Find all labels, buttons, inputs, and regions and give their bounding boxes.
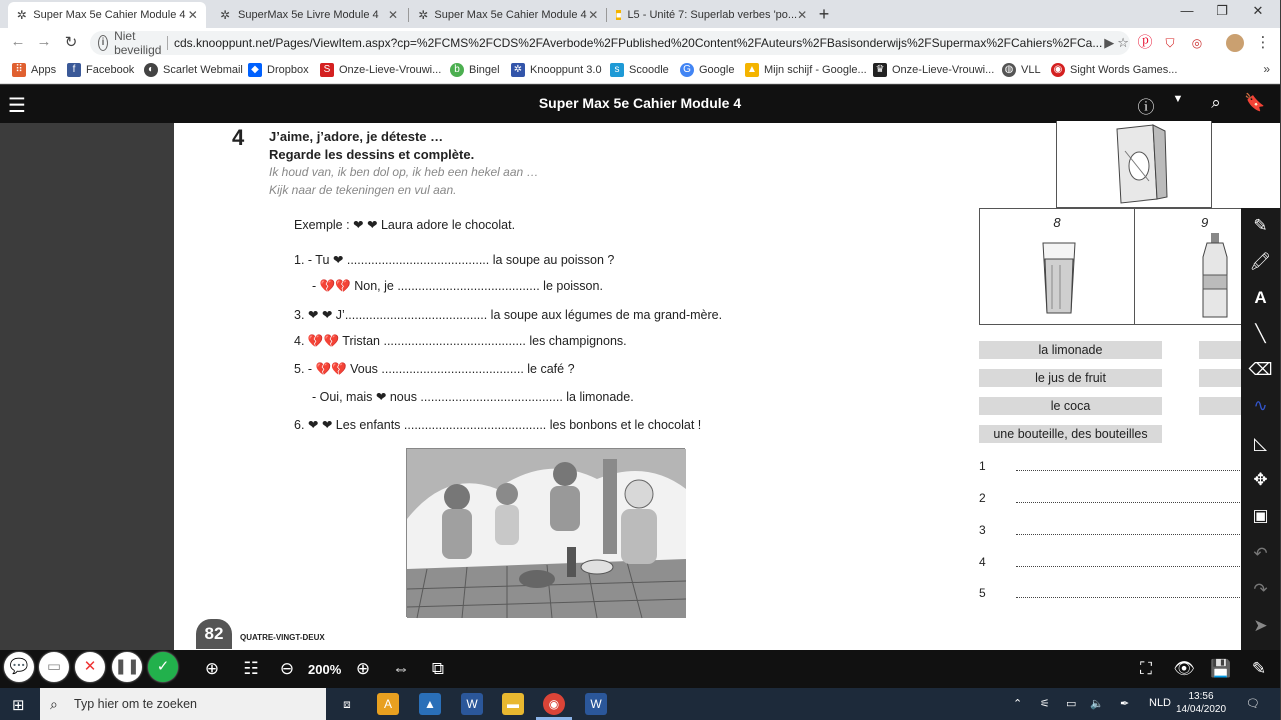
bookmark-olv-2[interactable] — [873, 63, 994, 77]
app-a-icon[interactable]: A — [377, 693, 399, 715]
pinterest-icon[interactable]: ⓟ — [1137, 34, 1153, 51]
bookmark-facebook[interactable] — [67, 63, 134, 77]
save-icon[interactable]: 💾 — [1210, 659, 1232, 678]
ruler-icon[interactable]: ◺ — [1253, 434, 1268, 453]
recorder-camera-icon[interactable]: ▭ — [39, 652, 69, 682]
search-icon: ⌕ — [50, 695, 58, 712]
answer-line-5[interactable] — [1016, 597, 1246, 598]
google-icon: G — [680, 63, 694, 77]
close-icon[interactable]: ✕ — [187, 8, 198, 22]
bookmark-dropbox[interactable] — [248, 63, 309, 77]
eye-icon[interactable]: 👁 — [1173, 659, 1195, 678]
bookmark-sight-words[interactable] — [1051, 63, 1177, 77]
bookmark-label: Dropbox — [267, 64, 309, 76]
more-menu-icon[interactable]: ⋮ — [1255, 34, 1271, 51]
bookmark-scarlet[interactable] — [144, 63, 243, 77]
answer-number-3: 3 — [979, 523, 986, 537]
pocket-icon[interactable]: ⛉ — [1165, 36, 1175, 50]
clock[interactable] — [1176, 690, 1226, 716]
line-tool-icon[interactable]: ╲ — [1255, 324, 1266, 343]
security-label: Niet beveiligd — [114, 29, 162, 57]
network-icon[interactable]: ⚟ — [1040, 698, 1050, 710]
bookmark-label: VLL — [1021, 64, 1041, 76]
bookmark-label: Knooppunt 3.0 — [530, 64, 602, 76]
app-header — [0, 85, 1280, 123]
answer-line-4[interactable] — [1016, 566, 1246, 567]
answer-number-4: 4 — [979, 555, 986, 569]
bookmark-label: Onze-Lieve-Vrouwi... — [892, 64, 995, 76]
annotation-toolbar — [1241, 208, 1280, 650]
page-number-words: QUATRE-VINGT-DEUX — [240, 633, 325, 642]
word-bar-cut — [1199, 341, 1244, 359]
word-le-coca: le coca — [979, 397, 1162, 415]
knooppunt-icon: ✲ — [511, 63, 525, 77]
camera-icon[interactable]: ▶ — [1104, 35, 1115, 50]
image-box-juice — [1056, 121, 1212, 208]
bookmark-label: Mijn schijf - Google... — [764, 64, 867, 76]
workbook-page — [174, 123, 1280, 650]
recorder-chat-icon[interactable]: 💬 — [4, 652, 34, 682]
text-tool-icon[interactable]: A — [1254, 288, 1267, 307]
word-le-jus-de-fruit: le jus de fruit — [979, 369, 1162, 387]
document-viewer[interactable] — [0, 123, 1280, 650]
bookmark-label: Apps — [31, 64, 57, 76]
fullscreen-icon[interactable]: ⛶ — [1140, 659, 1152, 678]
close-icon[interactable]: ✕ — [588, 8, 599, 22]
bookmark-vll[interactable] — [1002, 63, 1041, 77]
bookmark-label: Scoodle — [629, 64, 669, 76]
juice-carton-illustration — [1057, 121, 1213, 208]
close-icon[interactable]: ✕ — [797, 8, 808, 22]
clock-time: 13:56 — [1188, 691, 1214, 702]
scarlet-icon: ◐ — [144, 63, 158, 77]
zoom-out-icon[interactable]: ⊖ — [279, 659, 295, 678]
drive-icon: ▲ — [745, 63, 759, 77]
knooppunt-icon: ✲ — [16, 8, 27, 22]
window-close-icon[interactable]: ✕ — [1252, 3, 1264, 18]
glass-illustration — [980, 209, 1136, 326]
bookmark-label: Onze-Lieve-Vrouwi... — [339, 64, 442, 76]
tray-chevron-icon[interactable]: ⌃ — [1013, 698, 1023, 710]
zoom-in-icon[interactable]: ⊕ — [355, 659, 371, 678]
tab-1[interactable] — [8, 2, 206, 28]
bookmark-drive[interactable] — [745, 63, 867, 77]
clock-date: 14/04/2020 — [1176, 704, 1227, 715]
eraser-icon[interactable]: ⌫ — [1248, 360, 1273, 379]
tab-title: SuperMax 5e Livre Module 4 — [238, 9, 379, 21]
answer-number-1: 1 — [979, 459, 986, 473]
freehand-icon[interactable]: ∿ — [1253, 396, 1268, 415]
word-une-bouteille: une bouteille, des bouteilles — [979, 425, 1162, 443]
bookmark-google[interactable] — [680, 63, 734, 77]
chrome-icon[interactable]: ◉ — [543, 693, 565, 715]
omnibox-separator — [167, 36, 168, 50]
tab-title: Super Max 5e Cahier Module 4 — [434, 9, 587, 21]
school-icon: S — [320, 63, 334, 77]
school-crest-icon: ♛ — [873, 63, 887, 77]
bookmark-apps[interactable] — [12, 63, 56, 77]
address-bar[interactable] — [90, 31, 1130, 55]
exercise-line-1: 1. - Tu ❤ ......................................... la soupe au poisson ? — [294, 253, 615, 267]
undo-icon[interactable]: ↶ — [1253, 544, 1268, 563]
hamburger-menu-icon[interactable]: ☰ — [8, 95, 26, 117]
dropbox-icon: ◆ — [248, 63, 262, 77]
maximize-icon[interactable]: ❐ — [1216, 3, 1228, 18]
apps-icon: ⠿ — [12, 63, 26, 77]
exercise-line-4: 4. 💔💔 Tristan ......................................... les champignons. — [294, 334, 627, 348]
superlab-icon: ■ — [616, 10, 622, 20]
exercise-line-2: - 💔💔 Non, je ......................................... le poisson. — [312, 279, 603, 293]
tab-3[interactable] — [410, 2, 606, 28]
answer-number-2: 2 — [979, 491, 986, 505]
bookmarks-overflow-icon[interactable]: » — [1263, 62, 1270, 76]
search-icon[interactable]: ⌕ — [1211, 93, 1221, 112]
minimize-icon[interactable]: — — [1180, 3, 1194, 18]
exercise-number: 4 — [232, 125, 245, 150]
taskbar-search-placeholder: Typ hier om te zoeken — [74, 697, 197, 711]
zoom-level: 200% — [308, 662, 342, 677]
answer-line-3[interactable] — [1016, 534, 1246, 535]
tab-title: L5 - Unité 7: Superlab verbes 'po... — [627, 9, 798, 21]
exercise-line-3: 3. ❤ ❤ J’......................................... la soupe aux légumes de ma grand-mère. — [294, 308, 723, 322]
bingel-icon: b — [450, 63, 464, 77]
viewer-bottom-bar — [0, 650, 1280, 688]
document-title: Super Max 5e Cahier Module 4 — [538, 95, 742, 111]
word-doc-icon[interactable]: W — [585, 693, 607, 715]
sight-words-icon: ◉ — [1051, 63, 1065, 77]
bookmark-knooppunt[interactable] — [511, 63, 602, 77]
example-line: Exemple : ❤ ❤ Laura adore le chocolat. — [294, 218, 516, 232]
exercise-subtitle-2: Kijk naar de tekeningen en vul aan. — [269, 183, 457, 197]
highlighter-icon[interactable]: 🖍 — [1249, 252, 1272, 271]
battery-icon[interactable]: ▭ — [1066, 698, 1077, 710]
answer-line-2[interactable] — [1016, 502, 1246, 503]
answer-line-1[interactable] — [1016, 470, 1246, 471]
exercise-line-6: - Oui, mais ❤ nous ......................................... la limonade. — [312, 390, 634, 404]
file-explorer-icon[interactable]: ▬ — [502, 693, 524, 715]
bookmark-bingel[interactable] — [450, 63, 500, 77]
back-icon[interactable]: ← — [10, 33, 26, 50]
word-icon[interactable]: W — [461, 693, 483, 715]
recorder-pause-icon[interactable]: ❚❚ — [112, 652, 142, 682]
image-box-number: 9 — [1201, 215, 1209, 230]
edit-icon[interactable]: ✎ — [1251, 659, 1267, 678]
image-box-number: 8 — [1053, 215, 1061, 230]
bookmark-label: Google — [699, 64, 735, 76]
windows-taskbar — [0, 688, 1280, 720]
knooppunt-icon: ✲ — [219, 8, 231, 22]
windows-start-icon[interactable]: ⊞ — [12, 697, 25, 714]
facebook-icon: f — [67, 63, 81, 77]
tab-4[interactable] — [608, 2, 806, 28]
task-view-icon[interactable]: ⧈ — [343, 697, 351, 711]
bookmark-olv-1[interactable] — [320, 63, 441, 77]
info-icon[interactable]: i — [98, 35, 108, 51]
reload-icon[interactable]: ↻ — [64, 34, 78, 51]
tab-strip — [0, 0, 1280, 28]
image-box-8 — [979, 208, 1135, 325]
picnic-illustration — [406, 448, 685, 617]
globe-icon: ◍ — [1002, 63, 1016, 77]
bookmark-icon[interactable]: 🔖 — [1244, 93, 1266, 112]
bookmark-label: Bingel — [469, 64, 500, 76]
recorder-cancel-icon[interactable]: ✕ — [75, 652, 105, 682]
bookmark-label: Sight Words Games... — [1070, 64, 1178, 76]
bookmarks-bar — [0, 58, 1280, 84]
tab-separator — [606, 8, 607, 22]
knooppunt-icon: ✲ — [418, 8, 429, 22]
notifications-icon[interactable]: 🗨 — [1246, 698, 1260, 710]
photos-icon[interactable]: ▲ — [419, 693, 441, 715]
bookmark-label: Facebook — [86, 64, 135, 76]
new-tab-plus-icon[interactable]: + — [818, 4, 830, 24]
browser-toolbar — [0, 28, 1280, 58]
star-icon[interactable]: ☆ — [1117, 35, 1129, 50]
tab-2[interactable] — [210, 2, 408, 28]
exercise-title-2: Regarde les dessins et complète. — [269, 147, 475, 162]
word-bar-cut — [1199, 369, 1244, 387]
page-navigate-icon[interactable]: ⊕ — [204, 659, 220, 678]
exercise-title-1: J’aime, j’adore, je déteste … — [269, 129, 444, 144]
tab-title: Super Max 5e Cahier Module 4 — [33, 9, 186, 21]
recorder-done-icon[interactable]: ✓ — [148, 652, 178, 682]
help-icon[interactable]: ⓘ — [1137, 98, 1155, 117]
page-overview-icon[interactable]: ☷ — [243, 659, 259, 678]
exercise-subtitle-1: Ik houd van, ik ben dol op, ik heb een hekel aan … — [269, 165, 539, 179]
image-icon[interactable]: ▣ — [1252, 506, 1269, 525]
language-indicator[interactable]: NLD — [1149, 697, 1172, 709]
pencil-icon[interactable]: ✎ — [1253, 216, 1268, 235]
dropdown-icon[interactable]: ▼ — [1172, 93, 1184, 105]
exercise-line-7: 6. ❤ ❤ Les enfants ......................................... les bonbons et le chocolat ! — [294, 418, 702, 432]
bookmark-scoodle[interactable] — [610, 63, 669, 77]
fit-width-icon[interactable]: ⇔ — [392, 659, 410, 678]
url-text[interactable]: cds.knooppunt.net/Pages/ViewItem.aspx?cp=%2FCMS%2FCDS%2FAverbode%2FPublished%20Content%2FAuteurs%2FBasisonderwijs%2FSupermax%2FCahiers%2FCa... — [174, 36, 1103, 50]
extension-icon[interactable]: ◎ — [1191, 36, 1203, 50]
avatar[interactable] — [1226, 34, 1244, 52]
redo-icon[interactable]: ↷ — [1253, 580, 1268, 599]
answer-number-5: 5 — [979, 586, 986, 600]
exercise-line-5: 5. - 💔💔 Vous ......................................... le café ? — [294, 362, 575, 376]
word-bar-cut — [1199, 397, 1244, 415]
pointer-icon[interactable]: ➤ — [1253, 616, 1268, 635]
taskbar-search[interactable] — [40, 688, 326, 720]
close-icon[interactable]: ✕ — [387, 8, 399, 22]
volume-icon[interactable]: 🔈 — [1090, 698, 1104, 710]
fit-page-icon[interactable]: ⧉ — [431, 659, 445, 678]
page-number-badge: 82 — [196, 619, 232, 649]
move-icon[interactable]: ✥ — [1253, 470, 1268, 489]
forward-icon[interactable]: → — [36, 33, 52, 50]
word-la-limonade: la limonade — [979, 341, 1162, 359]
bookmark-label: Scarlet Webmail — [163, 64, 243, 76]
tab-separator — [408, 8, 409, 22]
scoodle-icon: s — [610, 63, 624, 77]
pen-icon[interactable]: ✒ — [1120, 698, 1130, 710]
